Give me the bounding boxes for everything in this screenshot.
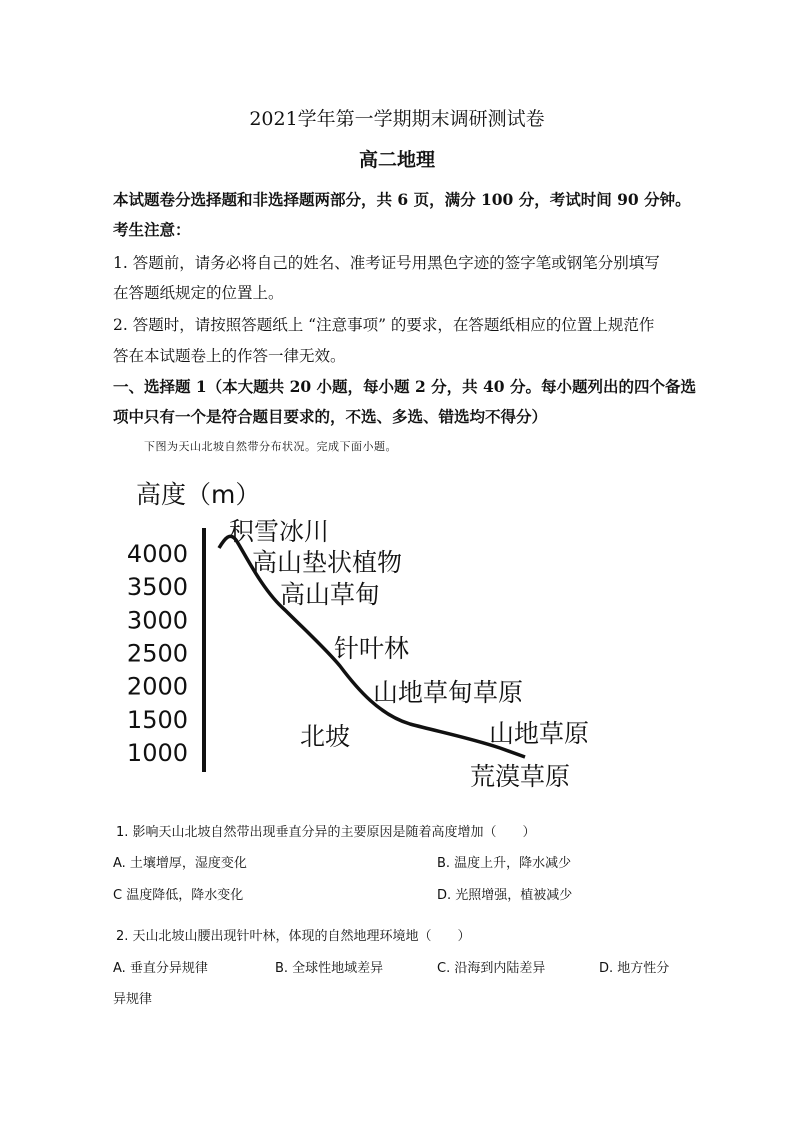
exam-title: 2021学年第一学期期末调研测试卷 (249, 108, 545, 130)
y-axis-label: 高度（m） (136, 480, 261, 509)
question-2-option-a[interactable]: A. 垂直分异规律 (113, 961, 208, 976)
zone-label: 高山垫状植物 (252, 548, 403, 577)
instruction-line: 本试题卷分选择题和非选择题两部分，共 6 页，满分 100 分，考试时间 90 分钟。 (113, 190, 691, 209)
y-tick-label: 2000 (126, 672, 188, 701)
question-2-option-d-cont: 异规律 (113, 992, 153, 1007)
zone-label: 高山草甸 (280, 580, 381, 609)
question-2-option-b[interactable]: B. 全球性地域差异 (275, 961, 384, 976)
y-tick-label: 1500 (126, 705, 188, 734)
instruction-item-1: 1. 答题前，请务必将自己的姓名、准考证号用黑色字迹的签字笔或钢笔分别填写 (113, 254, 660, 272)
question-1-option-b[interactable]: B. 温度上升，降水减少 (437, 856, 572, 871)
question-1-option-c[interactable]: C 温度降低，降水变化 (113, 888, 244, 903)
slope-label: 北坡 (300, 722, 351, 751)
section-heading: 一、选择题 1（本大题共 20 小题，每小题 2 分，共 40 分。每小题列出的四个备选 (113, 377, 696, 396)
altitude-zone-diagram (0, 470, 794, 800)
zone-label: 荒漠草原 (470, 762, 571, 791)
y-tick-label: 1000 (126, 739, 188, 767)
y-tick-label: 4000 (126, 540, 188, 568)
section-heading-cont: 项中只有一个是符合题目要求的，不选、多选、错选均不得分） (113, 407, 548, 426)
zone-label: 针叶林 (334, 634, 410, 663)
notice-label: 考生注意： (113, 220, 191, 239)
instruction-item-1-cont: 在答题纸规定的位置上。 (113, 284, 284, 302)
question-2-option-d[interactable]: D. 地方性分 (599, 961, 670, 976)
question-2-option-c[interactable]: C. 沿海到内陆差异 (437, 961, 546, 976)
instruction-item-2-cont: 答在本试题卷上的作答一律无效。 (113, 347, 346, 365)
y-tick-label: 2500 (126, 639, 188, 668)
instruction-item-2: 2. 答题时，请按照答题纸上 “注意事项” 的要求，在答题纸相应的位置上规范作 (113, 316, 655, 334)
question-2-stem: 2. 天山北坡山腰出现针叶林，体现的自然地理环境地（ ） (116, 929, 471, 944)
figure-intro: 下图为天山北坡自然带分布状况。完成下面小题。 (144, 440, 397, 453)
exam-subtitle: 高二地理 (358, 149, 435, 171)
question-1-stem: 1. 影响天山北坡自然带出现垂直分异的主要原因是随着高度增加（ ） (116, 825, 536, 840)
zone-label: 积雪冰川 (229, 517, 330, 546)
zone-label: 山地草原 (489, 719, 590, 748)
y-tick-label: 3000 (126, 606, 188, 635)
question-1-option-d[interactable]: D. 光照增强，植被减少 (437, 888, 573, 903)
question-1-option-a[interactable]: A. 土壤增厚，湿度变化 (113, 856, 247, 871)
y-tick-label: 3500 (126, 573, 188, 602)
zone-label: 山地草甸草原 (373, 678, 524, 707)
